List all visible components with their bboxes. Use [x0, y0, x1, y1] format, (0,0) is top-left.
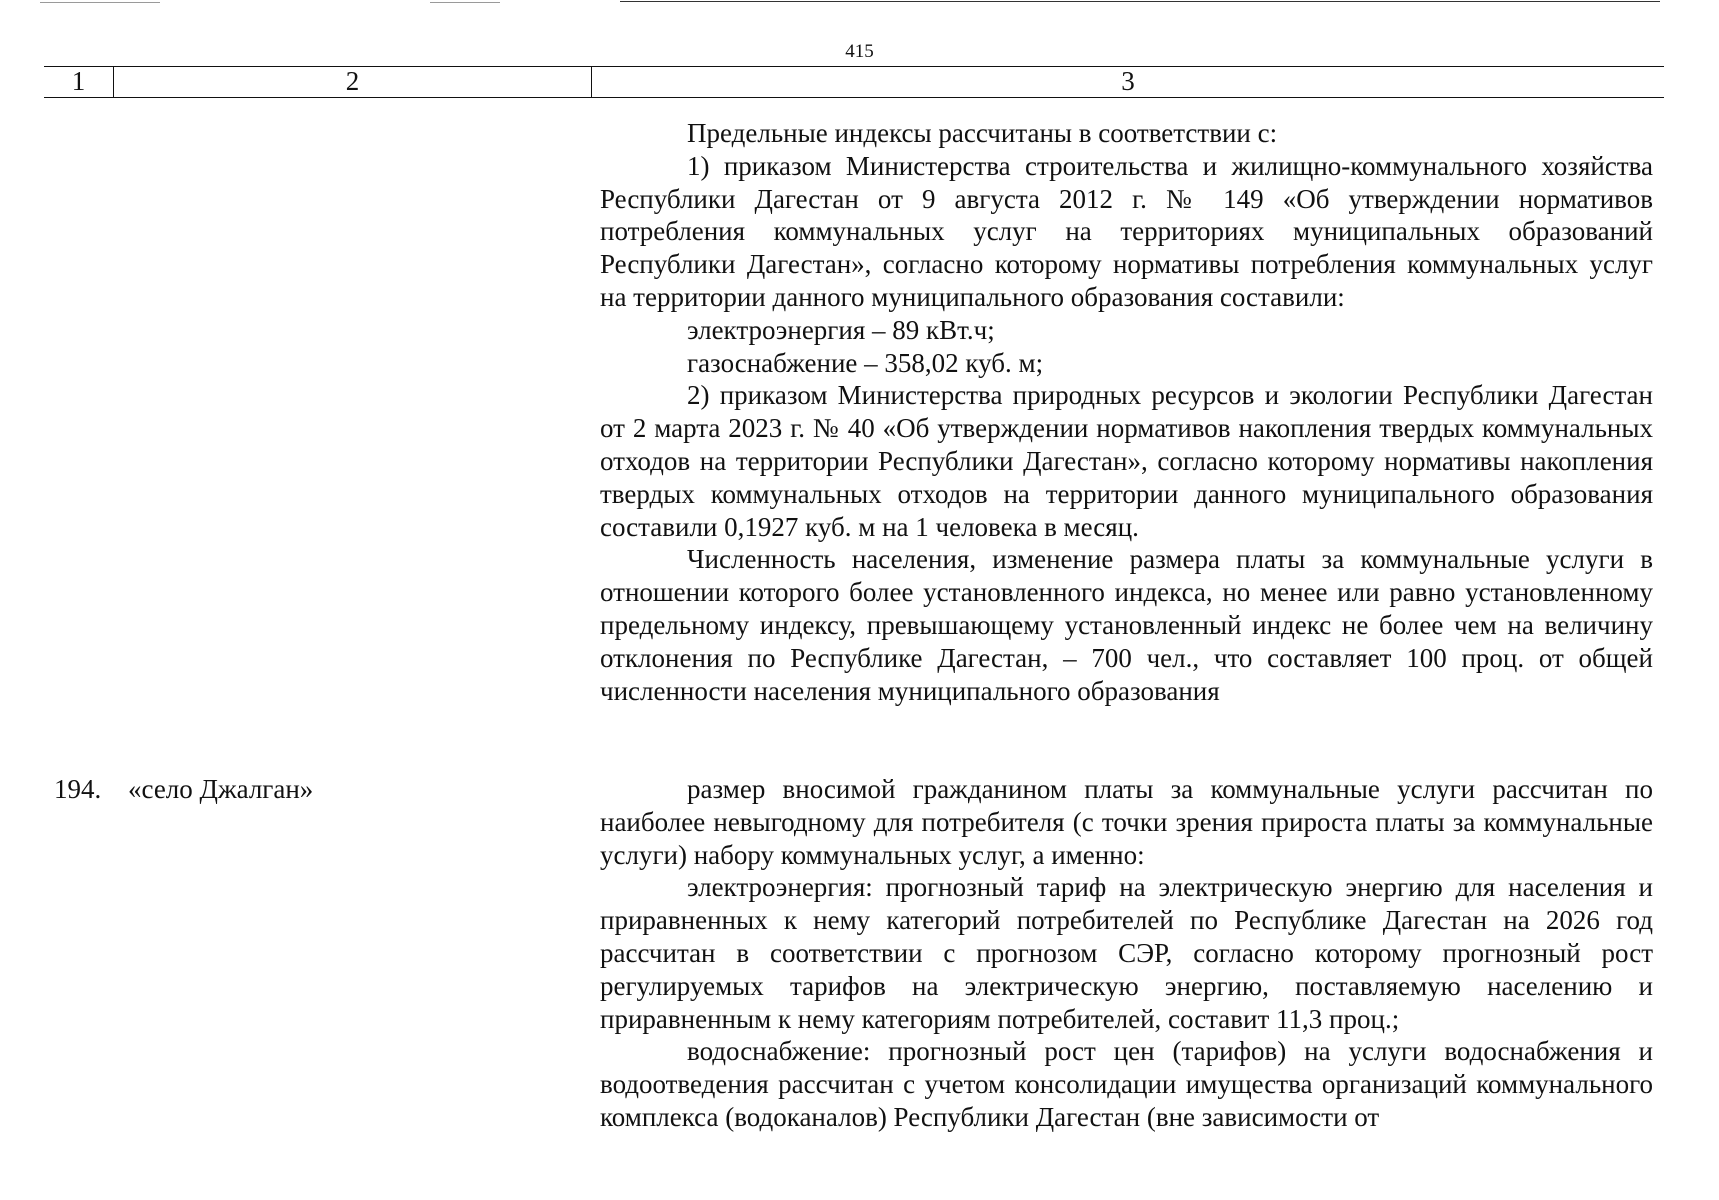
paragraph: Предельные индексы рассчитаны в соответствии с: [687, 118, 1278, 148]
paragraph: размер вносимой гражданином платы за коммунальные услуги рассчитан по наиболее невыгодному для потребителя (с точки зрения прироста платы за коммунальные услуги) набору коммунальных услуг, а именно: [600, 774, 1653, 870]
municipality-name: «село Джалган» [128, 774, 314, 804]
row-number: 194. [54, 774, 102, 804]
scan-mark [620, 1, 1660, 2]
row-cell-text [600, 773, 1653, 1134]
paragraph: Численность населения, изменение размера платы за коммунальные услуги в отношении которого более установленного индекса, но менее или равно установленному предельному индексу, превышающему установленный индекс не более чем на величину отклонения по Республике Дагестан, – 700 чел., что составляет 100 проц. от общей численности населения муниципального образования [600, 544, 1653, 706]
paragraph: водоснабжение: прогнозный рост цен (тарифов) на услуги водоснабжения и водоотведения рассчитан с учетом консолидации имущества организаций коммунального комплекса (водоканалов) Республики Дагестан (вне зависимости от [600, 1036, 1653, 1132]
paragraph: электроэнергия: прогнозный тариф на электрическую энергию для населения и приравненных к нему категорий потребителей по Республике Дагестан на 2026 год рассчитан в соответствии с прогнозом СЭР, согласно которому прогнозный рост регулируемых тарифов на электрическую энергию, поставляемую населению и приравненным к нему категориям потребителей, составит 11,3 проц.; [600, 872, 1653, 1034]
continued-cell-text [600, 117, 1653, 707]
column-header-3: 3 [1121, 66, 1135, 96]
scan-mark [40, 2, 160, 3]
page-number: 415 [845, 41, 874, 62]
paragraph: электроэнергия – 89 кВт.ч; [687, 314, 995, 345]
paragraph: газоснабжение – 358,02 куб. м; [687, 347, 1044, 378]
column-header-2: 2 [114, 67, 592, 97]
table-column-header-row [44, 66, 1664, 98]
column-header-1: 1 [44, 67, 114, 97]
paragraph: 1) приказом Министерства строительства и жилищно-коммунального хозяйства Республики Дагестан от 9 августа 2012 г. № 149 «Об утверждении нормативов потребления коммунальных услуг на территориях муниципальных образований Республики Дагестан», согласно которому нормативы потребления коммунальных услуг на территории данного муниципального образования составили: [600, 150, 1653, 312]
scan-mark [430, 2, 500, 3]
paragraph: 2) приказом Министерства природных ресурсов и экологии Республики Дагестан от 2 марта 2023 г. № 40 «Об утверждении нормативов накопления твердых коммунальных отходов на территории Республики Дагестан», согласно которому нормативы накопления твердых коммунальных отходов на территории данного муниципального образования составили 0,1927 куб. м на 1 человека в месяц. [600, 380, 1653, 542]
